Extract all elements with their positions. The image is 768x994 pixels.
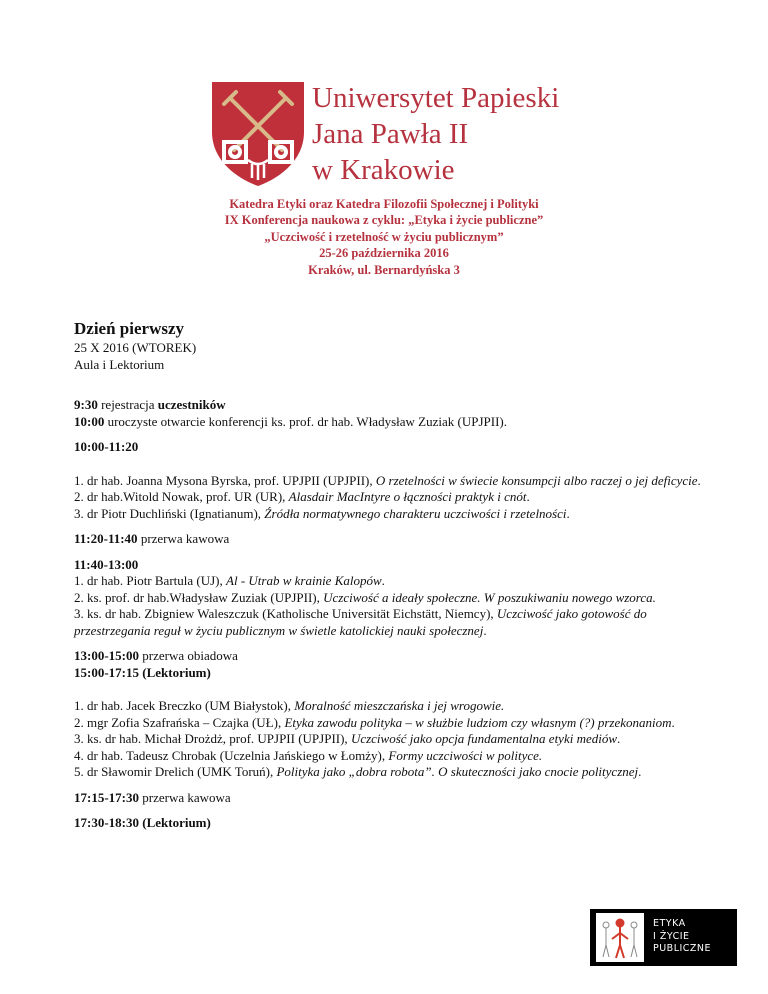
break-text: przerwa kawowa [139, 789, 231, 805]
talk-item [74, 715, 714, 732]
university-name [312, 80, 559, 188]
break-3 [74, 790, 714, 807]
break-1 [74, 531, 714, 548]
talk-author: 2. dr hab.Witold Nowak, prof. UR (UR), [74, 489, 289, 504]
opening-ceremony [74, 414, 714, 431]
talk-author: 4. dr hab. Tadeusz Chrobak (Uczelnia Jańskiego w Łomży), [74, 747, 389, 763]
talk-author: 1. dr hab. Jacek Breczko (UM Białystok), [74, 698, 295, 713]
break-text: przerwa obiadowa [139, 648, 238, 663]
talk-author: 3. dr Piotr Duchliński (Ignatianum), [74, 505, 265, 521]
university-name-line-1: Uniwersytet Papieski [312, 82, 560, 114]
opening-text: rejestracja [97, 397, 158, 412]
conference-line-1: Katedra Etyki oraz Katedra Filozofii Społecznej i Polityki [229, 197, 539, 211]
university-name-line-3: w Krakowie [312, 154, 455, 186]
talk-title: Uczciwość jako gotowość do przestrzegania reguł w życiu publicznym w świetle katolickiej nauki społecznej [74, 606, 647, 638]
conference-line-3: „Uczciwość i rzetelność w życiu publicznym” [264, 229, 504, 244]
talk-author: 3. ks. dr hab. Zbigniew Waleszczuk (Katholische Universität Eichstätt, Niemcy), [74, 606, 497, 621]
talk-title: Alasdair MacIntyre o łączności praktyk i cnót [288, 489, 527, 504]
talk-end: . [697, 472, 701, 488]
talk-item [74, 748, 714, 765]
talk-item [74, 506, 714, 523]
talk-end: . [483, 622, 487, 638]
day-date: 25 X 2016 (WTOREK) [74, 340, 197, 355]
day-place: Aula i Lektorium [74, 356, 165, 372]
talk-item [74, 590, 714, 607]
talk-title: Polityka jako „dobra robota”. O skuteczności jako cnocie politycznej [276, 764, 639, 779]
etyka-logo-line-3: PUBLICZNE [653, 943, 712, 954]
conference-line-5: Kraków, ul. Bernardyńska 3 [308, 262, 460, 277]
conference-line-2: IX Konferencja naukowa z cyklu: „Etyka i życie publiczne” [224, 213, 544, 228]
talk-end: . [381, 573, 385, 588]
break-2 [74, 648, 714, 665]
program-content [74, 318, 714, 832]
talk-item [74, 473, 714, 490]
session-4-time [74, 815, 714, 832]
etyka-logo-line-1: ETYKA [653, 918, 686, 929]
time-label: 10:00 [74, 413, 105, 429]
break-time: 17:15-17:30 [74, 789, 139, 805]
talk-item [74, 731, 714, 748]
session-time: 10:00-11:20 [74, 439, 139, 454]
conference-line-4: 25-26 października 2016 [319, 246, 449, 261]
etyka-logo-text [653, 918, 711, 956]
break-text: przerwa kawowa [137, 531, 230, 546]
talk-title: Źródła normatywnego charakteru uczciwości i rzetelności [264, 505, 567, 521]
talk-item [74, 698, 714, 715]
session-time: 17:30-18:30 (Lektorium) [74, 815, 211, 830]
talk-item [74, 573, 714, 590]
talk-end: . [638, 764, 642, 779]
time-label: 9:30 [74, 397, 98, 412]
talk-author: 2. mgr Zofia Szafrańska – Czajka (UŁ), [74, 714, 285, 730]
break-time: 11:20-11:40 [74, 531, 138, 546]
day-title: Dzień pierwszy [74, 319, 185, 338]
university-crest-icon [210, 80, 306, 188]
talk-title: O rzetelności w świecie konsumpcji albo raczej o jej deficycie [375, 472, 698, 488]
talk-end: . [671, 714, 675, 730]
talk-title: Etyka zawodu polityka – w służbie ludziom czy własnym (?) przekonaniom [284, 714, 672, 730]
talk-end: . [617, 731, 621, 746]
session-3-time [74, 665, 714, 682]
talk-title: Moralność mieszczańska i jej wrogowie. [294, 698, 505, 713]
talk-item [74, 606, 714, 639]
opening-registration [74, 397, 714, 414]
talk-author: 1. dr hab. Joanna Mysona Byrska, prof. UPJPII (UPJPII), [74, 472, 376, 488]
talk-title: Formy uczciwości w polityce. [388, 747, 543, 763]
talk-author: 3. ks. dr hab. Michał Drożdż, prof. UPJPII (UPJPII), [74, 731, 351, 746]
talk-item [74, 764, 714, 781]
talk-title: Uczciwość a ideały społeczne. W poszukiwaniu nowego wzorca. [323, 589, 656, 605]
session-2-time [74, 557, 714, 574]
talk-author: 1. dr hab. Piotr Bartula (UJ), [74, 573, 227, 588]
talk-item [74, 489, 714, 506]
talk-author: 2. ks. prof. dr hab.Władysław Zuziak (UPJPII), [74, 589, 324, 605]
etyka-logo-line-2: I ŻYCIE [653, 930, 690, 942]
conference-header [0, 196, 768, 278]
talk-end: . [526, 489, 530, 504]
talk-title: Uczciwość jako opcja fundamentalna etyki mediów [350, 731, 618, 746]
session-time: 15:00-17:15 (Lektorium) [74, 664, 211, 680]
session-1-time [74, 439, 714, 456]
talk-author: 5. dr Sławomir Drelich (UMK Toruń), [74, 764, 277, 779]
etyka-logo [590, 909, 737, 966]
talk-end: . [566, 505, 570, 521]
break-time: 13:00-15:00 [74, 648, 139, 663]
opening-text: uroczyste otwarcie konferencji ks. prof. dr hab. Władysław Zuziak (UPJPII). [104, 413, 507, 429]
human-figures-icon [596, 913, 644, 962]
opening-text-bold: uczestników [157, 397, 226, 412]
talk-title: Al - Utrab w krainie Kalopów [226, 573, 382, 588]
session-time: 11:40-13:00 [74, 556, 139, 572]
university-name-line-2: Jana Pawła II [312, 118, 469, 150]
